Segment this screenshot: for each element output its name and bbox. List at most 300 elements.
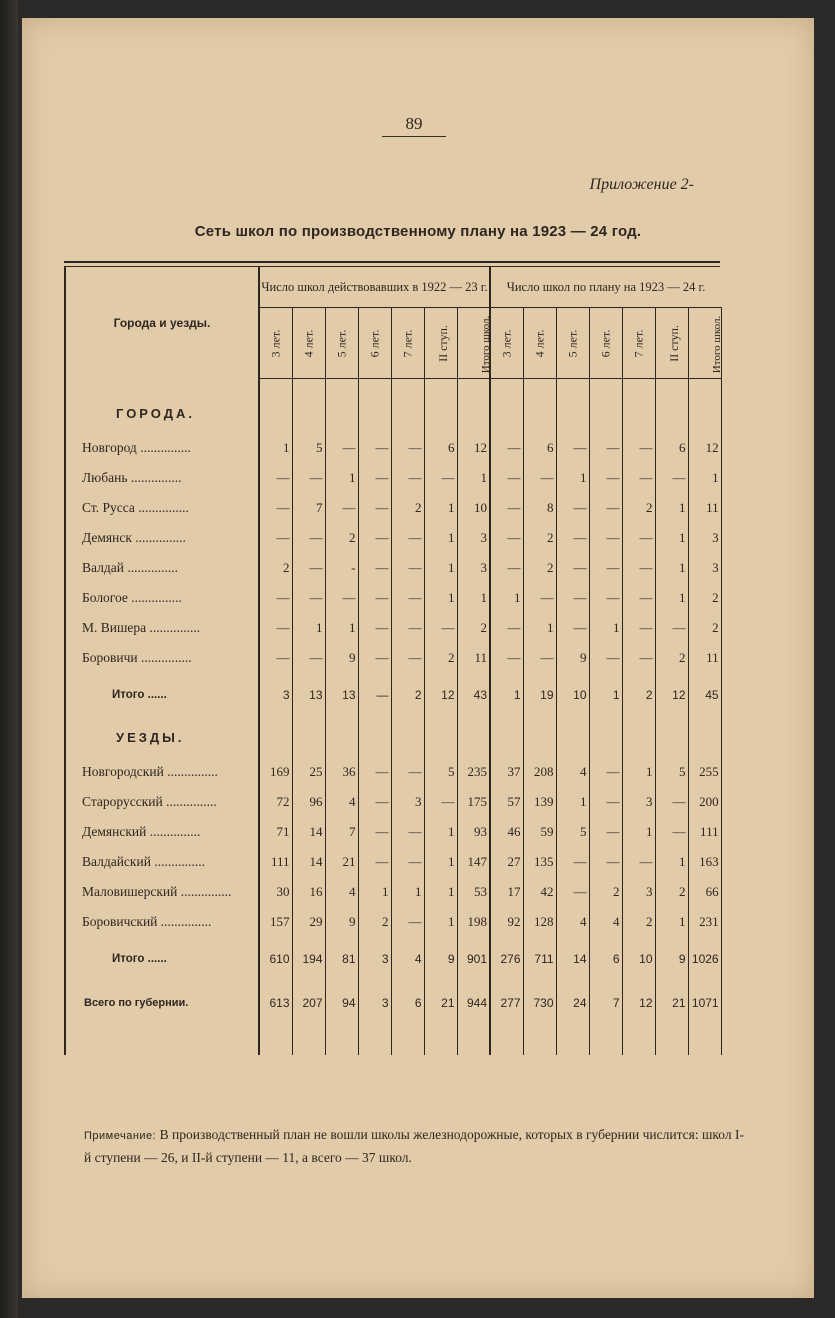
- value-cell: 6: [424, 433, 457, 463]
- value-cell: —: [622, 553, 655, 583]
- value-cell: —: [622, 463, 655, 493]
- footnote: [84, 1124, 744, 1169]
- value-cell: —: [391, 583, 424, 613]
- value-cell: 3: [457, 553, 490, 583]
- value-cell: 135: [523, 847, 556, 877]
- value-cell: 3: [622, 787, 655, 817]
- value-cell: [457, 717, 490, 757]
- appendix-label: Приложение 2-: [589, 176, 694, 193]
- value-cell: 147: [457, 847, 490, 877]
- value-cell: 1: [589, 673, 622, 717]
- value-cell: —: [655, 613, 688, 643]
- value-cell: 5: [424, 757, 457, 787]
- value-cell: 1: [655, 907, 688, 937]
- value-cell: 7: [589, 981, 622, 1025]
- value-cell: —: [490, 553, 523, 583]
- value-cell: —: [358, 583, 391, 613]
- value-cell: —: [589, 493, 622, 523]
- subcolumn-header: [391, 308, 424, 379]
- leader-dots: ...............: [134, 500, 189, 515]
- row-name: Маловишерский: [82, 884, 178, 899]
- value-cell: 175: [457, 787, 490, 817]
- value-cell: [688, 717, 721, 757]
- value-cell: —: [655, 817, 688, 847]
- value-cell: [655, 379, 688, 394]
- value-cell: 1: [424, 877, 457, 907]
- value-cell: 14: [556, 937, 589, 981]
- value-cell: 6: [655, 433, 688, 463]
- value-cell: [688, 393, 721, 433]
- value-cell: —: [490, 493, 523, 523]
- value-cell: 1026: [688, 937, 721, 981]
- value-cell: —: [589, 757, 622, 787]
- value-cell: 610: [259, 937, 292, 981]
- value-cell: [523, 393, 556, 433]
- table-row: [65, 493, 721, 523]
- spacer-row: [65, 1025, 721, 1055]
- book-spine-edge: [0, 0, 18, 1318]
- value-cell: —: [358, 673, 391, 717]
- value-cell: 21: [424, 981, 457, 1025]
- value-cell: 1: [424, 907, 457, 937]
- value-cell: —: [589, 817, 622, 847]
- value-cell: [259, 393, 292, 433]
- value-cell: [292, 717, 325, 757]
- row-label-cell: [65, 1025, 259, 1055]
- value-cell: —: [358, 493, 391, 523]
- subcolumn-label: Итого школ.: [710, 315, 723, 374]
- value-cell: [457, 379, 490, 394]
- value-cell: 613: [259, 981, 292, 1025]
- row-label-cell: [65, 937, 259, 981]
- value-cell: 7: [292, 493, 325, 523]
- value-cell: 10: [556, 673, 589, 717]
- leader-dots: ...............: [127, 470, 182, 485]
- subcolumn-header: [325, 308, 358, 379]
- row-name: Любань: [82, 470, 128, 485]
- value-cell: 6: [391, 981, 424, 1025]
- value-cell: —: [622, 583, 655, 613]
- row-name: Валдай: [82, 560, 124, 575]
- value-cell: 14: [292, 817, 325, 847]
- value-cell: —: [259, 463, 292, 493]
- row-name: Боровичи: [82, 650, 138, 665]
- value-cell: 1: [292, 613, 325, 643]
- value-cell: [391, 1025, 424, 1055]
- value-cell: —: [589, 583, 622, 613]
- table-row: [65, 553, 721, 583]
- row-name: Валдайский: [82, 854, 151, 869]
- value-cell: 10: [457, 493, 490, 523]
- value-cell: —: [391, 817, 424, 847]
- value-cell: 277: [490, 981, 523, 1025]
- value-cell: [655, 1025, 688, 1055]
- value-cell: 1: [655, 523, 688, 553]
- value-cell: 1: [424, 817, 457, 847]
- row-label-cell: [65, 757, 259, 787]
- value-cell: 2: [622, 493, 655, 523]
- value-cell: 46: [490, 817, 523, 847]
- value-cell: 59: [523, 817, 556, 847]
- value-cell: —: [424, 787, 457, 817]
- value-cell: 1: [325, 463, 358, 493]
- subcolumn-header: [490, 308, 523, 379]
- value-cell: [391, 717, 424, 757]
- value-cell: 4: [325, 787, 358, 817]
- document-page: [22, 18, 814, 1298]
- value-cell: 37: [490, 757, 523, 787]
- value-cell: —: [556, 847, 589, 877]
- subtotal-row: [65, 673, 721, 717]
- value-cell: 1: [622, 757, 655, 787]
- value-cell: 4: [589, 907, 622, 937]
- subcolumn-header: [622, 308, 655, 379]
- value-cell: 9: [556, 643, 589, 673]
- table-row: [65, 583, 721, 613]
- value-cell: [523, 1025, 556, 1055]
- value-cell: 2: [358, 907, 391, 937]
- value-cell: 7: [325, 817, 358, 847]
- group-header-1922: Число школ действовавших в 1922 — 23 г.: [259, 267, 490, 308]
- table-row: [65, 433, 721, 463]
- value-cell: [358, 393, 391, 433]
- value-cell: —: [325, 433, 358, 463]
- value-cell: 19: [523, 673, 556, 717]
- value-cell: 139: [523, 787, 556, 817]
- value-cell: [325, 1025, 358, 1055]
- value-cell: 1: [358, 877, 391, 907]
- value-cell: —: [358, 523, 391, 553]
- value-cell: 3: [259, 673, 292, 717]
- value-cell: —: [490, 643, 523, 673]
- value-cell: [556, 717, 589, 757]
- value-cell: 111: [259, 847, 292, 877]
- row-label-cell: УЕЗДЫ.: [65, 717, 259, 757]
- value-cell: 711: [523, 937, 556, 981]
- value-cell: —: [523, 643, 556, 673]
- value-cell: —: [589, 463, 622, 493]
- row-name: Демянск: [82, 530, 132, 545]
- value-cell: 1: [424, 553, 457, 583]
- value-cell: 4: [325, 877, 358, 907]
- value-cell: —: [259, 583, 292, 613]
- value-cell: 2: [688, 613, 721, 643]
- value-cell: 12: [655, 673, 688, 717]
- value-cell: [556, 1025, 589, 1055]
- row-label-cell: [65, 817, 259, 847]
- value-cell: 4: [556, 757, 589, 787]
- row-name: Всего по губернии.: [84, 997, 189, 1009]
- value-cell: 30: [259, 877, 292, 907]
- row-name: Старорусский: [82, 794, 163, 809]
- value-cell: 9: [325, 643, 358, 673]
- value-cell: [688, 1025, 721, 1055]
- subcolumn-label: 5 лет.: [565, 329, 580, 358]
- value-cell: 2: [391, 673, 424, 717]
- value-cell: 81: [325, 937, 358, 981]
- table-row: [65, 643, 721, 673]
- value-cell: [325, 393, 358, 433]
- value-cell: 3: [391, 787, 424, 817]
- value-cell: —: [292, 643, 325, 673]
- value-cell: 72: [259, 787, 292, 817]
- row-label-cell: ГОРОДА.: [65, 393, 259, 433]
- value-cell: 3: [688, 523, 721, 553]
- value-cell: —: [358, 787, 391, 817]
- value-cell: —: [424, 463, 457, 493]
- table-row: [65, 757, 721, 787]
- subcolumn-header: [358, 308, 391, 379]
- value-cell: 11: [457, 643, 490, 673]
- value-cell: —: [490, 463, 523, 493]
- value-cell: —: [655, 463, 688, 493]
- value-cell: 901: [457, 937, 490, 981]
- value-cell: [325, 379, 358, 394]
- value-cell: 2: [523, 523, 556, 553]
- value-cell: [457, 1025, 490, 1055]
- value-cell: 17: [490, 877, 523, 907]
- row-label-cell: [65, 877, 259, 907]
- value-cell: —: [259, 643, 292, 673]
- subcolumn-label: 6 лет.: [367, 329, 381, 358]
- value-cell: 2: [688, 583, 721, 613]
- value-cell: —: [391, 907, 424, 937]
- value-cell: 4: [556, 907, 589, 937]
- value-cell: —: [358, 463, 391, 493]
- row-name: Боровичский: [82, 914, 158, 929]
- row-name: Новгородский: [82, 764, 164, 779]
- leader-dots: ...............: [150, 854, 205, 869]
- value-cell: 157: [259, 907, 292, 937]
- value-cell: 128: [523, 907, 556, 937]
- value-cell: 200: [688, 787, 721, 817]
- value-cell: 3: [358, 981, 391, 1025]
- value-cell: [523, 717, 556, 757]
- value-cell: —: [259, 613, 292, 643]
- value-cell: 13: [325, 673, 358, 717]
- row-name: Новгород: [82, 440, 137, 455]
- row-label-cell: [65, 433, 259, 463]
- value-cell: —: [556, 613, 589, 643]
- value-cell: —: [589, 433, 622, 463]
- value-cell: —: [490, 613, 523, 643]
- value-cell: —: [391, 847, 424, 877]
- leader-dots: ......: [144, 953, 167, 965]
- value-cell: —: [490, 433, 523, 463]
- value-cell: [292, 379, 325, 394]
- value-cell: [457, 393, 490, 433]
- value-cell: [259, 1025, 292, 1055]
- subcolumn-label: 3 лет.: [499, 329, 514, 358]
- table-body: [65, 379, 721, 1056]
- subcolumn-label: 7 лет.: [400, 329, 414, 358]
- value-cell: [292, 393, 325, 433]
- value-cell: 12: [622, 981, 655, 1025]
- subcolumn-label: 7 лет.: [631, 329, 646, 358]
- value-cell: 1: [424, 493, 457, 523]
- value-cell: [358, 1025, 391, 1055]
- row-header: Города и уезды.: [65, 267, 259, 379]
- row-label-cell: [65, 463, 259, 493]
- value-cell: 1: [589, 613, 622, 643]
- value-cell: 10: [622, 937, 655, 981]
- table-row: [65, 877, 721, 907]
- row-label-cell: [65, 981, 259, 1025]
- value-cell: [589, 717, 622, 757]
- subcolumn-header: [556, 308, 589, 379]
- table-title: Сеть школ по производственному плану на 1923 — 24 год.: [194, 223, 642, 240]
- value-cell: 2: [391, 493, 424, 523]
- value-cell: 27: [490, 847, 523, 877]
- value-cell: —: [391, 553, 424, 583]
- value-cell: [622, 393, 655, 433]
- row-name: Итого: [112, 689, 145, 701]
- footnote-label: Примечание:: [84, 1130, 157, 1142]
- value-cell: —: [325, 493, 358, 523]
- value-cell: 194: [292, 937, 325, 981]
- value-cell: 2: [325, 523, 358, 553]
- row-name: Демянский: [82, 824, 147, 839]
- value-cell: 4: [391, 937, 424, 981]
- value-cell: —: [622, 613, 655, 643]
- schools-table-wrapper: [64, 261, 723, 1055]
- value-cell: [589, 1025, 622, 1055]
- value-cell: 198: [457, 907, 490, 937]
- leader-dots: ...............: [146, 824, 201, 839]
- value-cell: 3: [688, 553, 721, 583]
- value-cell: 255: [688, 757, 721, 787]
- value-cell: 9: [325, 907, 358, 937]
- table-row: [65, 817, 721, 847]
- value-cell: —: [292, 463, 325, 493]
- value-cell: —: [490, 523, 523, 553]
- value-cell: —: [655, 787, 688, 817]
- value-cell: 1071: [688, 981, 721, 1025]
- leader-dots: ...............: [163, 764, 218, 779]
- value-cell: [622, 717, 655, 757]
- value-cell: 1: [556, 463, 589, 493]
- row-label-cell: [65, 643, 259, 673]
- value-cell: [490, 717, 523, 757]
- value-cell: [523, 379, 556, 394]
- value-cell: 1: [391, 877, 424, 907]
- value-cell: —: [523, 583, 556, 613]
- value-cell: -: [325, 553, 358, 583]
- value-cell: —: [556, 433, 589, 463]
- section-header-row: [65, 393, 721, 433]
- value-cell: 3: [358, 937, 391, 981]
- value-cell: —: [556, 583, 589, 613]
- value-cell: 57: [490, 787, 523, 817]
- value-cell: 12: [424, 673, 457, 717]
- value-cell: 163: [688, 847, 721, 877]
- value-cell: 21: [325, 847, 358, 877]
- value-cell: 3: [457, 523, 490, 553]
- value-cell: —: [358, 553, 391, 583]
- value-cell: 8: [523, 493, 556, 523]
- value-cell: 6: [589, 937, 622, 981]
- value-cell: [655, 717, 688, 757]
- value-cell: 111: [688, 817, 721, 847]
- value-cell: 93: [457, 817, 490, 847]
- value-cell: 6: [523, 433, 556, 463]
- value-cell: 92: [490, 907, 523, 937]
- value-cell: 96: [292, 787, 325, 817]
- grand-total-row: [65, 981, 721, 1025]
- value-cell: 1: [523, 613, 556, 643]
- value-cell: —: [589, 553, 622, 583]
- value-cell: 43: [457, 673, 490, 717]
- group-header-1923: Число школ по плану на 1923 — 24 г.: [490, 267, 721, 308]
- subcolumn-label: II ступ.: [435, 325, 450, 362]
- value-cell: 5: [655, 757, 688, 787]
- value-cell: [424, 393, 457, 433]
- value-cell: 276: [490, 937, 523, 981]
- table-row: [65, 787, 721, 817]
- value-cell: 66: [688, 877, 721, 907]
- value-cell: 16: [292, 877, 325, 907]
- subcolumn-header: [457, 308, 490, 379]
- value-cell: [655, 393, 688, 433]
- value-cell: 3: [622, 877, 655, 907]
- value-cell: 11: [688, 493, 721, 523]
- row-name: Бологое: [82, 590, 128, 605]
- value-cell: —: [259, 523, 292, 553]
- subcolumn-label: 3 лет.: [268, 329, 283, 358]
- value-cell: [391, 379, 424, 394]
- value-cell: 21: [655, 981, 688, 1025]
- leader-dots: ...............: [157, 914, 212, 929]
- row-label-cell: [65, 583, 259, 613]
- subcolumn-label: 4 лет.: [532, 329, 547, 358]
- row-name: Ст. Русса: [82, 500, 135, 515]
- value-cell: [589, 379, 622, 394]
- table-row: [65, 463, 721, 493]
- row-label-cell: [65, 523, 259, 553]
- value-cell: —: [523, 463, 556, 493]
- value-cell: —: [589, 787, 622, 817]
- value-cell: 94: [325, 981, 358, 1025]
- table-row: [65, 523, 721, 553]
- footnote-text: В производственный план не вошли школы железнодорожные, которых в губернии числится: школ I-й ступени — 26, и II-й ступени — 11, а всего — 37 школ.: [84, 1127, 744, 1165]
- value-cell: [622, 1025, 655, 1055]
- value-cell: 9: [424, 937, 457, 981]
- value-cell: 730: [523, 981, 556, 1025]
- value-cell: 1: [655, 553, 688, 583]
- value-cell: 1: [457, 463, 490, 493]
- value-cell: 1: [655, 583, 688, 613]
- value-cell: 12: [688, 433, 721, 463]
- value-cell: —: [358, 757, 391, 787]
- subtotal-row: [65, 937, 721, 981]
- value-cell: 1: [490, 673, 523, 717]
- value-cell: —: [391, 463, 424, 493]
- value-cell: —: [556, 553, 589, 583]
- value-cell: 1: [457, 583, 490, 613]
- value-cell: 45: [688, 673, 721, 717]
- leader-dots: ...............: [136, 440, 191, 455]
- subcolumn-label: Итого школ.: [479, 315, 492, 374]
- value-cell: 1: [424, 583, 457, 613]
- row-name: М. Вишера: [82, 620, 147, 635]
- value-cell: 2: [457, 613, 490, 643]
- value-cell: —: [292, 553, 325, 583]
- subcolumn-header: [655, 308, 688, 379]
- value-cell: 2: [589, 877, 622, 907]
- value-cell: —: [391, 523, 424, 553]
- subcolumn-header: [424, 308, 457, 379]
- value-cell: 2: [622, 673, 655, 717]
